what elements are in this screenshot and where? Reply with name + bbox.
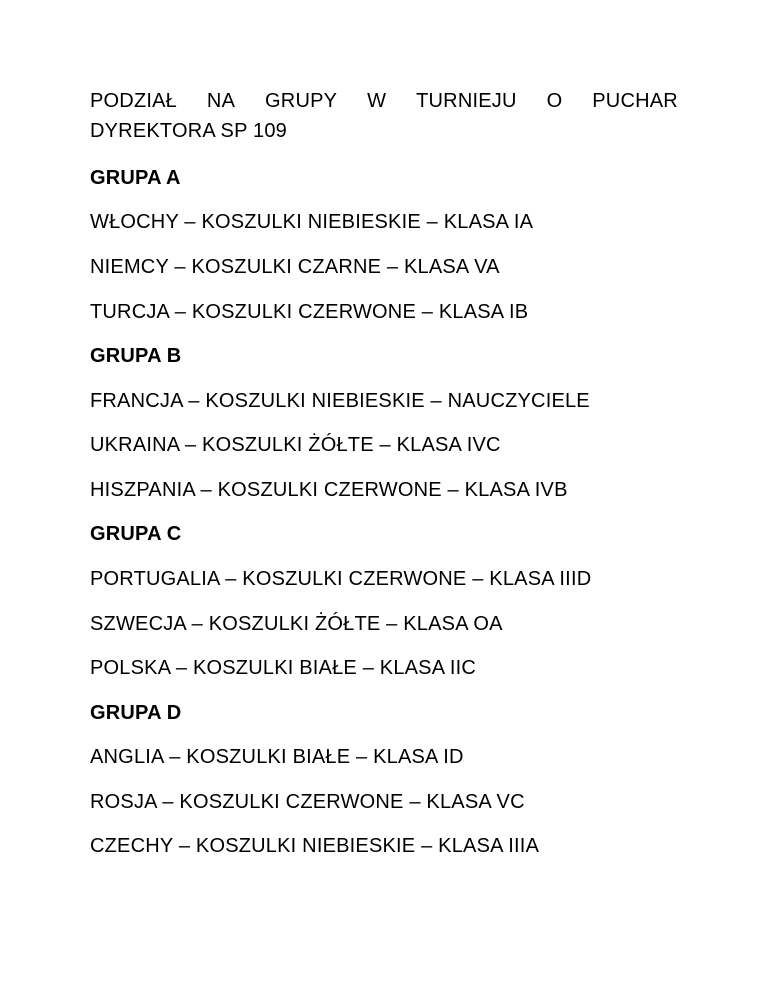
team-entry: POLSKA – KOSZULKI BIAŁE – KLASA IIC — [90, 657, 477, 679]
team-entry: HISZPANIA – KOSZULKI CZERWONE – KLASA IVB — [90, 479, 568, 501]
title-word: PODZIAŁ — [90, 90, 177, 112]
group-heading-c: GRUPA C — [90, 523, 182, 545]
group-heading-b: GRUPA B — [90, 345, 182, 367]
title-word: GRUPY — [265, 90, 338, 112]
title-word: W — [367, 90, 387, 112]
title-word: TURNIEJU — [416, 90, 517, 112]
team-entry: FRANCJA – KOSZULKI NIEBIESKIE – NAUCZYCIELE — [90, 390, 590, 412]
team-entry: PORTUGALIA – KOSZULKI CZERWONE – KLASA IIID — [90, 568, 592, 590]
title-word: O — [546, 90, 563, 112]
team-entry: SZWECJA – KOSZULKI ŻÓŁTE – KLASA OA — [90, 613, 503, 635]
team-entry: CZECHY – KOSZULKI NIEBIESKIE – KLASA IIIA — [90, 835, 540, 857]
team-entry: NIEMCY – KOSZULKI CZARNE – KLASA VA — [90, 256, 500, 278]
title-line-1 — [90, 86, 678, 116]
team-entry: WŁOCHY – KOSZULKI NIEBIESKIE – KLASA IA — [90, 211, 534, 233]
title-word: PUCHAR — [592, 90, 678, 112]
team-entry: ANGLIA – KOSZULKI BIAŁE – KLASA ID — [90, 746, 464, 768]
group-heading-d: GRUPA D — [90, 702, 182, 724]
title-word: NA — [206, 90, 236, 112]
team-entry: ROSJA – KOSZULKI CZERWONE – KLASA VC — [90, 791, 525, 813]
team-entry: TURCJA – KOSZULKI CZERWONE – KLASA IB — [90, 301, 529, 323]
title-line-2: DYREKTORA SP 109 — [90, 120, 287, 142]
group-heading-a: GRUPA A — [90, 167, 181, 189]
team-entry: UKRAINA – KOSZULKI ŻÓŁTE – KLASA IVC — [90, 434, 501, 456]
document-title — [90, 86, 678, 146]
